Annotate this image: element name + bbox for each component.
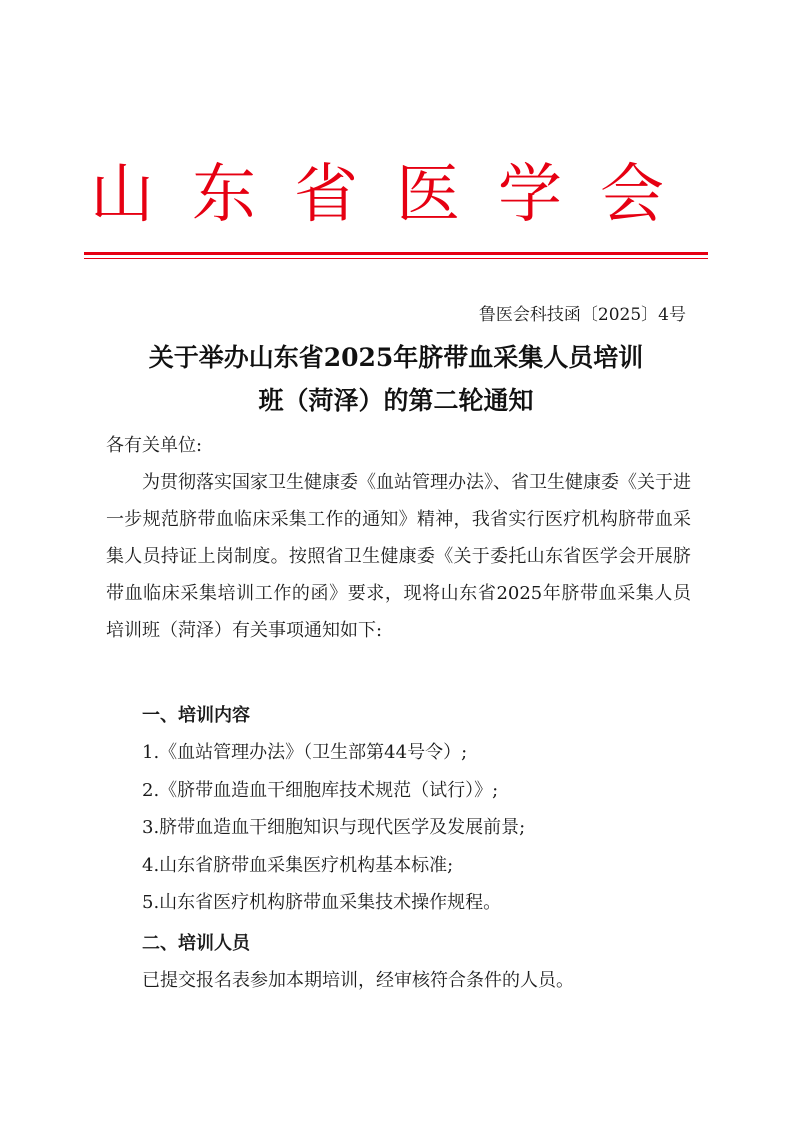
- intro-paragraph: 为贯彻落实国家卫生健康委《血站管理办法》、省卫生健康委《关于进一步规范脐带血临床采集工作的通知》精神，我省实行医疗机构脐带血采集人员持证上岗制度。按照省卫生健康委《关于委托山东省医学会开展脐带血临床采集培训工作的函》要求，现将山东省2025年脐带血采集人员培训班（菏泽）有关事项通知如下:: [106, 472, 691, 641]
- document-number: 鲁医会科技函〔2025〕4号: [478, 305, 686, 325]
- list-item: 2.《脐带血造血干细胞库技术规范（试行）》;: [142, 779, 499, 801]
- title-line-1: 关于举办山东省2025年脐带血采集人员培训: [148, 343, 644, 372]
- title-line-2: 班（菏泽）的第二轮通知: [258, 386, 534, 415]
- trainees-description: 已提交报名表参加本期培训，经审核符合条件的人员。: [142, 970, 574, 991]
- training-content-list: [142, 734, 702, 922]
- list-item: 3.脐带血造血干细胞知识与现代医学及发展前景;: [142, 817, 526, 838]
- salutation: 各有关单位:: [106, 435, 203, 456]
- organization-letterhead: 山东省医学会: [90, 158, 702, 232]
- list-item: 4.山东省脐带血采集医疗机构基本标准;: [142, 854, 454, 876]
- list-item: 1.《血站管理办法》（卫生部第44号令）;: [142, 742, 468, 763]
- letterhead-red-rule: [84, 252, 708, 255]
- document-title: [84, 336, 708, 422]
- section-heading-training-content: 一、培训内容: [142, 705, 250, 726]
- letterhead-red-rule-thin: [84, 258, 708, 259]
- list-item: 5.山东省医疗机构脐带血采集技术操作规程。: [142, 892, 502, 913]
- section-heading-trainees: 二、培训人员: [142, 933, 250, 954]
